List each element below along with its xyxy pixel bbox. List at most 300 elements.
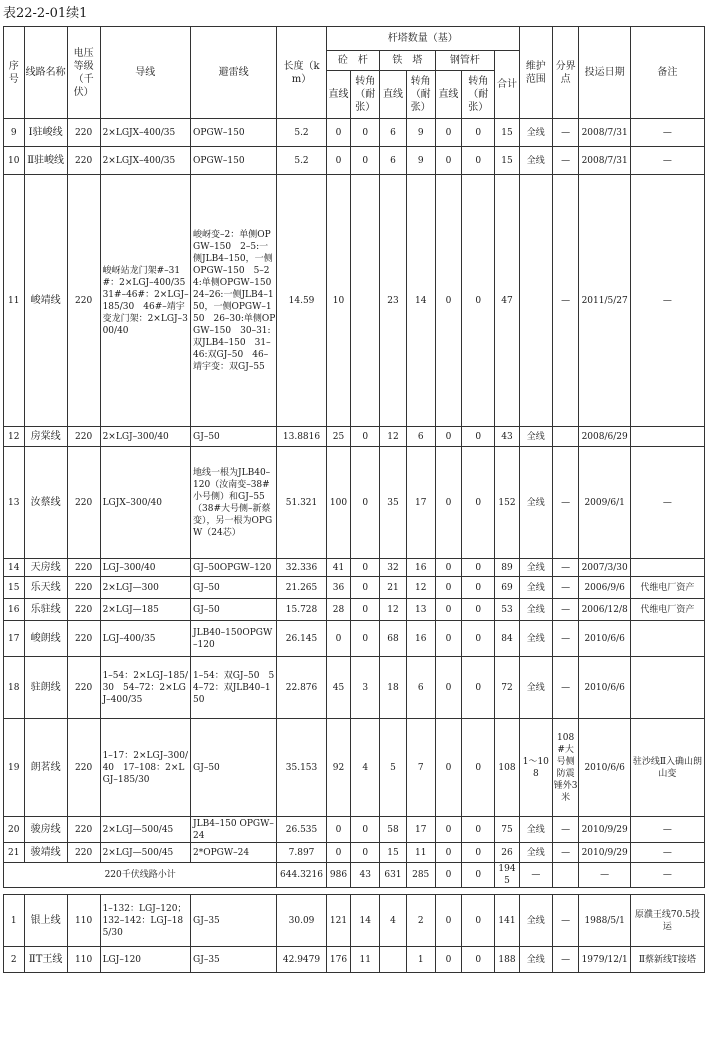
cell-maintenance: 全线 — [519, 843, 552, 863]
table-row — [4, 147, 705, 175]
cell-steel-angle: 0 — [462, 947, 495, 973]
cell-concrete-straight: 100 — [326, 447, 351, 559]
cell-concrete-angle: 0 — [351, 427, 380, 447]
subtotal-steel-straight: 0 — [435, 863, 462, 888]
cell-steel-straight: 0 — [435, 947, 462, 973]
cell-seq: 12 — [4, 427, 25, 447]
cell-length: 26.145 — [277, 621, 326, 657]
subtotal-section — [4, 863, 705, 895]
cell-iron-straight: 21 — [380, 577, 407, 599]
table-row — [4, 657, 705, 719]
cell-steel-straight: 0 — [435, 895, 462, 947]
cell-steel-straight: 0 — [435, 599, 462, 621]
cell-steel-angle: 0 — [462, 895, 495, 947]
cell-commission-date: 2010/9/29 — [579, 817, 630, 843]
cell-concrete-straight: 25 — [326, 427, 351, 447]
cell-remark: — — [630, 447, 704, 559]
cell-iron-straight: 58 — [380, 817, 407, 843]
header-angle: 转角（耐张） — [406, 71, 435, 119]
cell-line-name: 汝蔡线 — [24, 447, 67, 559]
cell-concrete-angle: 0 — [351, 621, 380, 657]
cell-iron-straight: 5 — [380, 719, 407, 817]
header-concrete-pole: 砼 杆 — [326, 51, 379, 71]
header-straight: 直线 — [435, 71, 462, 119]
cell-iron-angle: 9 — [406, 147, 435, 175]
cell-concrete-straight: 121 — [326, 895, 351, 947]
cell-steel-straight: 0 — [435, 817, 462, 843]
cell-seq: 2 — [4, 947, 25, 973]
cell-steel-straight: 0 — [435, 427, 462, 447]
subtotal-label: 220千伏线路小计 — [4, 863, 277, 888]
cell-steel-straight: 0 — [435, 559, 462, 577]
cell-boundary: — — [552, 843, 579, 863]
cell-total: 53 — [495, 599, 520, 621]
cell-seq: 15 — [4, 577, 25, 599]
cell-total: 69 — [495, 577, 520, 599]
cell-steel-angle: 0 — [462, 719, 495, 817]
cell-total: 188 — [495, 947, 520, 973]
header-tower-count: 杆塔数量（基） — [326, 27, 519, 51]
cell-concrete-straight: 0 — [326, 119, 351, 147]
cell-total: 72 — [495, 657, 520, 719]
cell-commission-date: 2008/7/31 — [579, 119, 630, 147]
cell-voltage: 220 — [67, 175, 100, 427]
cell-total: 152 — [495, 447, 520, 559]
cell-maintenance: 全线 — [519, 817, 552, 843]
cell-seq: 17 — [4, 621, 25, 657]
cell-seq: 10 — [4, 147, 25, 175]
cell-iron-angle: 17 — [406, 817, 435, 843]
cell-voltage: 220 — [67, 147, 100, 175]
cell-commission-date: 2008/6/29 — [579, 427, 630, 447]
cell-conductor: 2×LGJX–400/35 — [100, 147, 190, 175]
cell-steel-straight: 0 — [435, 119, 462, 147]
cell-maintenance: 全线 — [519, 895, 552, 947]
subtotal-concrete-straight: 986 — [326, 863, 351, 888]
cell-commission-date: 2006/9/6 — [579, 577, 630, 599]
cell-total: 141 — [495, 895, 520, 947]
cell-conductor: 1–54：2×LGJ–185/30 54–72：2×LGJ–400/35 — [100, 657, 190, 719]
cell-commission-date: 1979/12/1 — [579, 947, 630, 973]
subtotal-iron-straight: 631 — [380, 863, 407, 888]
cell-conductor: 2×LGJ—500/45 — [100, 843, 190, 863]
cell-ground-wire: GJ–50 — [191, 577, 277, 599]
cell-concrete-angle: 14 — [351, 895, 380, 947]
header-ground-wire: 避雷线 — [191, 27, 277, 119]
cell-total: 89 — [495, 559, 520, 577]
header-voltage: 电压等级（千伏） — [67, 27, 100, 119]
cell-line-name: 峻靖线 — [24, 175, 67, 427]
cell-iron-angle: 7 — [406, 719, 435, 817]
cell-concrete-angle: 0 — [351, 577, 380, 599]
cell-concrete-straight: 92 — [326, 719, 351, 817]
header-angle: 转角（耐张） — [351, 71, 380, 119]
cell-length: 30.09 — [277, 895, 326, 947]
cell-length: 5.2 — [277, 147, 326, 175]
cell-line-name: 骏靖线 — [24, 843, 67, 863]
cell-maintenance: 全线 — [519, 947, 552, 973]
table-row — [4, 843, 705, 863]
cell-ground-wire: OPGW–150 — [191, 147, 277, 175]
cell-concrete-angle: 3 — [351, 657, 380, 719]
cell-commission-date: 2007/3/30 — [579, 559, 630, 577]
cell-voltage: 220 — [67, 577, 100, 599]
subtotal-date: — — [579, 863, 630, 888]
cell-boundary — [552, 427, 579, 447]
separator-cell — [4, 888, 705, 895]
cell-maintenance: 全线 — [519, 147, 552, 175]
cell-length: 42.9479 — [277, 947, 326, 973]
cell-commission-date: 2011/5/27 — [579, 175, 630, 427]
cell-conductor: LGJX–300/40 — [100, 447, 190, 559]
cell-conductor: 峻岈站龙门架#–31#：2×LGJ–400/35 31#–46#：2×LGJ–185/30 46#–靖宇变龙门架：2×LGJ–300/40 — [100, 175, 190, 427]
cell-maintenance: 全线 — [519, 577, 552, 599]
cell-iron-straight: 6 — [380, 147, 407, 175]
cell-seq: 1 — [4, 895, 25, 947]
header-boundary: 分界点 — [552, 27, 579, 119]
cell-seq: 9 — [4, 119, 25, 147]
cell-voltage: 220 — [67, 119, 100, 147]
cell-steel-angle: 0 — [462, 147, 495, 175]
cell-remark — [630, 559, 704, 577]
table-caption: 表22-2-01续1 — [3, 6, 88, 21]
header-length: 长度（km） — [277, 27, 326, 119]
cell-steel-straight: 0 — [435, 621, 462, 657]
table-row — [4, 175, 705, 427]
cell-line-name: 房棠线 — [24, 427, 67, 447]
cell-concrete-straight: 0 — [326, 817, 351, 843]
table-row — [4, 719, 705, 817]
cell-total: 75 — [495, 817, 520, 843]
subtotal-iron-angle: 285 — [406, 863, 435, 888]
cell-concrete-angle: 0 — [351, 119, 380, 147]
cell-voltage: 220 — [67, 817, 100, 843]
table-row — [4, 621, 705, 657]
cell-seq: 18 — [4, 657, 25, 719]
cell-maintenance: 全线 — [519, 599, 552, 621]
cell-length: 35.153 — [277, 719, 326, 817]
cell-concrete-straight: 0 — [326, 621, 351, 657]
cell-total: 47 — [495, 175, 520, 427]
cell-ground-wire: 峻岈变–2：单侧OPGW–150 2–5:一侧JLB4–150，一侧OPGW–150 5–24:单侧OPGW–150 24–26:一侧JLB4–150，一侧OPGW–150 26–30:单侧OPGW–150 30–31:双JLB4–150 31–46:双GJ–50 46–靖宇变：双GJ–55 — [191, 175, 277, 427]
transmission-line-table — [3, 26, 705, 973]
cell-steel-straight: 0 — [435, 175, 462, 427]
cell-commission-date: 2010/6/6 — [579, 719, 630, 817]
cell-conductor: LGJ–400/35 — [100, 621, 190, 657]
cell-total: 26 — [495, 843, 520, 863]
cell-maintenance: 全线 — [519, 621, 552, 657]
cell-seq: 19 — [4, 719, 25, 817]
cell-boundary: — — [552, 175, 579, 427]
cell-total: 15 — [495, 147, 520, 175]
cell-ground-wire: 地线一根为JLB40–120（汝南变–38#小号侧）和GJ–55（38#大号侧–新蔡变），另一根为OPGW（24芯） — [191, 447, 277, 559]
cell-boundary: — — [552, 599, 579, 621]
cell-maintenance: 1～108 — [519, 719, 552, 817]
subtotal-length: 644.3216 — [277, 863, 326, 888]
header-seq: 序号 — [4, 27, 25, 119]
cell-length: 14.59 — [277, 175, 326, 427]
cell-iron-angle: 12 — [406, 577, 435, 599]
cell-iron-angle: 16 — [406, 621, 435, 657]
cell-iron-straight: 12 — [380, 427, 407, 447]
subtotal-maintenance: — — [519, 863, 552, 888]
cell-line-name: 天房线 — [24, 559, 67, 577]
cell-maintenance — [519, 175, 552, 427]
cell-iron-straight: 18 — [380, 657, 407, 719]
cell-remark: 驻沙线Ⅱ入确山朗山变 — [630, 719, 704, 817]
header-maintenance: 维护范围 — [519, 27, 552, 119]
cell-length: 22.876 — [277, 657, 326, 719]
subtotal-total: 1945 — [495, 863, 520, 888]
cell-ground-wire: GJ–50OPGW–120 — [191, 559, 277, 577]
cell-iron-straight: 23 — [380, 175, 407, 427]
cell-conductor: LGJ–300/40 — [100, 559, 190, 577]
cell-total: 43 — [495, 427, 520, 447]
cell-iron-angle: 6 — [406, 427, 435, 447]
cell-ground-wire: OPGW–150 — [191, 119, 277, 147]
subtotal-concrete-angle: 43 — [351, 863, 380, 888]
header-total: 合计 — [495, 51, 520, 119]
header-straight: 直线 — [380, 71, 407, 119]
cell-steel-angle: 0 — [462, 657, 495, 719]
cell-concrete-angle: 0 — [351, 559, 380, 577]
cell-iron-straight: 35 — [380, 447, 407, 559]
header-iron-tower: 铁 塔 — [380, 51, 435, 71]
table-body-110kv — [4, 895, 705, 973]
cell-boundary: — — [552, 817, 579, 843]
cell-concrete-straight: 45 — [326, 657, 351, 719]
cell-remark: Ⅱ蔡新线T接塔 — [630, 947, 704, 973]
cell-concrete-angle: 11 — [351, 947, 380, 973]
cell-seq: 14 — [4, 559, 25, 577]
cell-voltage: 220 — [67, 719, 100, 817]
cell-steel-straight: 0 — [435, 447, 462, 559]
cell-line-name: ⅡT王线 — [24, 947, 67, 973]
cell-total: 108 — [495, 719, 520, 817]
cell-length: 51.321 — [277, 447, 326, 559]
cell-iron-straight: 4 — [380, 895, 407, 947]
cell-remark: — — [630, 119, 704, 147]
cell-steel-straight: 0 — [435, 719, 462, 817]
cell-remark: 代维电厂资产 — [630, 577, 704, 599]
cell-concrete-angle: 0 — [351, 147, 380, 175]
header-commission-date: 投运日期 — [579, 27, 630, 119]
cell-boundary: — — [552, 621, 579, 657]
cell-conductor: 1–17：2×LGJ–300/40 17–108：2×LGJ–185/30 — [100, 719, 190, 817]
table-body-220kv — [4, 119, 705, 863]
cell-remark — [630, 657, 704, 719]
cell-concrete-straight: 10 — [326, 175, 351, 427]
cell-remark: 原濮王线70.5投运 — [630, 895, 704, 947]
table-row — [4, 817, 705, 843]
cell-steel-angle: 0 — [462, 621, 495, 657]
cell-total: 15 — [495, 119, 520, 147]
table-row — [4, 947, 705, 973]
cell-commission-date: 2008/7/31 — [579, 147, 630, 175]
cell-iron-straight — [380, 947, 407, 973]
cell-ground-wire: GJ–35 — [191, 895, 277, 947]
cell-iron-angle: 9 — [406, 119, 435, 147]
cell-line-name: 乐天线 — [24, 577, 67, 599]
table-row — [4, 599, 705, 621]
header-line-name: 线路名称 — [24, 27, 67, 119]
cell-steel-angle: 0 — [462, 817, 495, 843]
cell-remark: 代维电厂资产 — [630, 599, 704, 621]
cell-iron-straight: 68 — [380, 621, 407, 657]
table-row — [4, 447, 705, 559]
cell-boundary: — — [552, 147, 579, 175]
cell-maintenance: 全线 — [519, 427, 552, 447]
header-straight: 直线 — [326, 71, 351, 119]
cell-concrete-straight: 0 — [326, 147, 351, 175]
table-row — [4, 427, 705, 447]
subtotal-boundary — [552, 863, 579, 888]
cell-maintenance: 全线 — [519, 657, 552, 719]
cell-concrete-angle: 0 — [351, 817, 380, 843]
section-separator — [4, 888, 705, 895]
cell-voltage: 220 — [67, 447, 100, 559]
cell-concrete-angle: 4 — [351, 719, 380, 817]
cell-steel-angle: 0 — [462, 175, 495, 427]
table-row — [4, 577, 705, 599]
cell-conductor: LGJ–120 — [100, 947, 190, 973]
cell-remark: — — [630, 147, 704, 175]
cell-seq: 16 — [4, 599, 25, 621]
subtotal-steel-angle: 0 — [462, 863, 495, 888]
cell-remark — [630, 621, 704, 657]
cell-commission-date: 1988/5/1 — [579, 895, 630, 947]
header-remark: 备注 — [630, 27, 704, 119]
cell-boundary: — — [552, 577, 579, 599]
cell-steel-straight: 0 — [435, 843, 462, 863]
cell-ground-wire: 1–54：双GJ–50 54–72：双JLB40–150 — [191, 657, 277, 719]
cell-ground-wire: 2*OPGW–24 — [191, 843, 277, 863]
cell-iron-angle: 1 — [406, 947, 435, 973]
cell-concrete-straight: 36 — [326, 577, 351, 599]
cell-length: 32.336 — [277, 559, 326, 577]
cell-concrete-angle: 0 — [351, 599, 380, 621]
cell-voltage: 220 — [67, 559, 100, 577]
cell-steel-angle: 0 — [462, 559, 495, 577]
cell-ground-wire: GJ–50 — [191, 599, 277, 621]
subtotal-row — [4, 863, 705, 888]
cell-ground-wire: GJ–50 — [191, 719, 277, 817]
cell-steel-straight: 0 — [435, 147, 462, 175]
cell-voltage: 220 — [67, 657, 100, 719]
cell-length: 13.8816 — [277, 427, 326, 447]
subtotal-remark: — — [630, 863, 704, 888]
cell-iron-straight: 32 — [380, 559, 407, 577]
cell-concrete-angle — [351, 175, 380, 427]
cell-voltage: 220 — [67, 427, 100, 447]
cell-seq: 11 — [4, 175, 25, 427]
cell-commission-date: 2009/6/1 — [579, 447, 630, 559]
cell-ground-wire: GJ–50 — [191, 427, 277, 447]
cell-steel-angle: 0 — [462, 599, 495, 621]
cell-length: 21.265 — [277, 577, 326, 599]
cell-concrete-straight: 0 — [326, 843, 351, 863]
cell-length: 5.2 — [277, 119, 326, 147]
cell-voltage: 220 — [67, 599, 100, 621]
cell-commission-date: 2006/12/8 — [579, 599, 630, 621]
cell-total: 84 — [495, 621, 520, 657]
cell-conductor: 1–132：LGJ–120； 132–142：LGJ–185/30 — [100, 895, 190, 947]
cell-boundary: — — [552, 895, 579, 947]
cell-seq: 13 — [4, 447, 25, 559]
cell-ground-wire: GJ–35 — [191, 947, 277, 973]
cell-concrete-straight: 176 — [326, 947, 351, 973]
cell-steel-straight: 0 — [435, 577, 462, 599]
cell-commission-date: 2010/6/6 — [579, 657, 630, 719]
cell-steel-angle: 0 — [462, 577, 495, 599]
cell-line-name: 骏房线 — [24, 817, 67, 843]
cell-length: 15.728 — [277, 599, 326, 621]
cell-steel-angle: 0 — [462, 427, 495, 447]
cell-line-name: Ⅱ驻峻线 — [24, 147, 67, 175]
cell-boundary: — — [552, 657, 579, 719]
cell-remark — [630, 427, 704, 447]
cell-boundary: — — [552, 559, 579, 577]
cell-iron-angle: 16 — [406, 559, 435, 577]
cell-voltage: 110 — [67, 895, 100, 947]
cell-seq: 20 — [4, 817, 25, 843]
cell-line-name: 银上线 — [24, 895, 67, 947]
cell-steel-angle: 0 — [462, 119, 495, 147]
cell-remark: — — [630, 817, 704, 843]
cell-line-name: 乐驻线 — [24, 599, 67, 621]
cell-commission-date: 2010/9/29 — [579, 843, 630, 863]
table-row — [4, 119, 705, 147]
cell-iron-angle: 6 — [406, 657, 435, 719]
cell-maintenance: 全线 — [519, 559, 552, 577]
cell-voltage: 220 — [67, 843, 100, 863]
cell-steel-straight: 0 — [435, 657, 462, 719]
cell-boundary: 108#大号侧防震锤外3米 — [552, 719, 579, 817]
cell-remark: — — [630, 175, 704, 427]
cell-iron-angle: 14 — [406, 175, 435, 427]
cell-concrete-straight: 28 — [326, 599, 351, 621]
cell-commission-date: 2010/6/6 — [579, 621, 630, 657]
cell-remark: — — [630, 843, 704, 863]
cell-conductor: 2×LGJ—500/45 — [100, 817, 190, 843]
cell-iron-angle: 17 — [406, 447, 435, 559]
cell-seq: 21 — [4, 843, 25, 863]
cell-ground-wire: JLB4–150 OPGW–24 — [191, 817, 277, 843]
header-conductor: 导线 — [100, 27, 190, 119]
cell-iron-angle: 13 — [406, 599, 435, 621]
cell-steel-angle: 0 — [462, 447, 495, 559]
cell-steel-angle: 0 — [462, 843, 495, 863]
cell-line-name: Ⅰ驻峻线 — [24, 119, 67, 147]
cell-conductor: 2×LGJX–400/35 — [100, 119, 190, 147]
cell-maintenance: 全线 — [519, 119, 552, 147]
cell-boundary: — — [552, 447, 579, 559]
cell-length: 7.897 — [277, 843, 326, 863]
cell-concrete-angle: 0 — [351, 447, 380, 559]
cell-concrete-straight: 41 — [326, 559, 351, 577]
cell-voltage: 220 — [67, 621, 100, 657]
cell-iron-angle: 11 — [406, 843, 435, 863]
cell-iron-angle: 2 — [406, 895, 435, 947]
cell-length: 26.535 — [277, 817, 326, 843]
table-row — [4, 559, 705, 577]
cell-maintenance: 全线 — [519, 447, 552, 559]
table-row — [4, 895, 705, 947]
cell-iron-straight: 6 — [380, 119, 407, 147]
cell-iron-straight: 12 — [380, 599, 407, 621]
cell-boundary: — — [552, 119, 579, 147]
cell-conductor: 2×LGJ–300/40 — [100, 427, 190, 447]
